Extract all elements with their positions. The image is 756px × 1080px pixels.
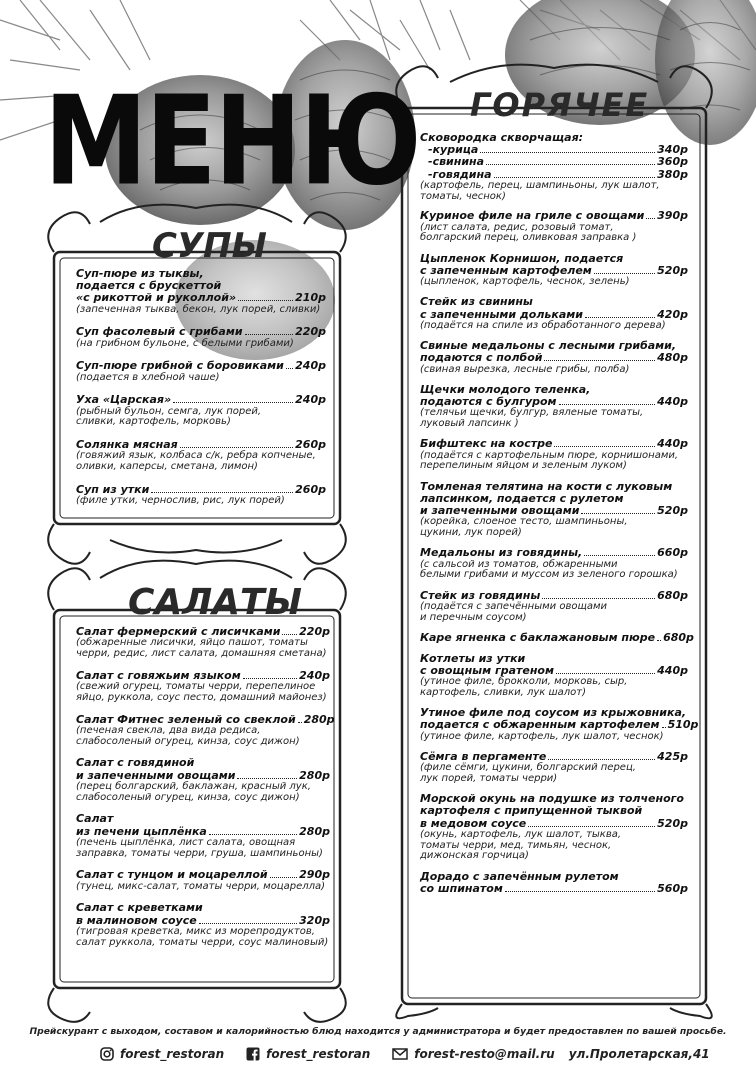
dot-leader [270, 877, 298, 878]
item-price: 210р [295, 291, 326, 305]
dot-leader [646, 218, 655, 219]
item-price: 280р [299, 768, 330, 782]
item-price: 440р [657, 437, 688, 451]
item-description: луковый лапсинк ) [420, 418, 519, 430]
item-price-line [76, 360, 326, 372]
menu-item [76, 626, 330, 660]
item-description: (телячьи щечки, булгур, вяленые томаты, [420, 407, 644, 419]
item-price: 520р [657, 816, 688, 830]
item-price-line [76, 712, 335, 726]
item-name: Уха «Царская» [76, 393, 172, 407]
item-price-line [420, 718, 699, 732]
contacts-bar [100, 1044, 710, 1064]
item-name: Суп из утки [76, 483, 150, 496]
dot-leader [584, 555, 655, 556]
dot-leader [237, 778, 297, 779]
item-variant-chicken: -курица 340р [428, 143, 688, 157]
item-price: 260р [295, 438, 326, 452]
item-price: 340р [657, 143, 688, 157]
item-name: Суп-пюре грибной с боровиками [76, 359, 284, 373]
menu-item [76, 813, 330, 859]
item-name: Суп фасолевый с грибами [76, 325, 243, 339]
item-description: цукини, лук порей) [420, 527, 522, 539]
item-price: 360р [657, 155, 688, 169]
item-name-line: Томленая телятина на кости с луковым [420, 479, 673, 493]
facebook-icon [246, 1047, 260, 1061]
item-price: 420р [657, 307, 688, 321]
menu-title: МЕНЮ [44, 68, 420, 213]
item-price-line [420, 883, 688, 895]
item-variant-beef: -говядина 380р [428, 167, 688, 181]
instagram-link[interactable]: forest_restoran [120, 1047, 225, 1061]
item-name: и запеченными овощами [76, 768, 236, 782]
item-name-line: Щечки молодого теленка, [420, 382, 591, 396]
menu-item [76, 439, 326, 473]
item-description: (утиное филе, брокколи, морковь, сыр, [420, 676, 628, 688]
menu-item [420, 793, 688, 862]
item-description: белыми грибами и муссом из зеленого горошка) [420, 569, 678, 581]
salads-title: САЛАТЫ [128, 582, 302, 623]
menu-item [76, 712, 335, 748]
dot-leader [286, 368, 293, 369]
item-name: Салат Фитнес зеленый со свеклой [76, 712, 296, 726]
item-description: (цыпленок, картофель, чеснок, зелень) [420, 276, 630, 288]
dot-leader [173, 402, 293, 403]
menu-item [420, 547, 688, 581]
item-name-line: Салат с креветками [76, 901, 203, 915]
soups-title: СУПЫ [152, 226, 267, 266]
item-price-line [420, 818, 688, 830]
item-price: 440р [657, 395, 688, 409]
menu-item [76, 670, 330, 704]
item-description: (картофель, перец, шампиньоны, лук шалот, [420, 179, 660, 191]
item-price: 520р [657, 504, 688, 518]
mail-icon [392, 1047, 408, 1061]
menu-item [420, 340, 688, 375]
item-name-line: лапсинком, подается с рулетом [420, 491, 624, 505]
item-description: (подаётся с картофельным пюре, корнишонами, [420, 449, 679, 461]
item-name-line: Цыпленок Корнишон, подается [420, 251, 624, 265]
item-description: слабосоленый огурец, кинза, соус дижон) [76, 735, 300, 747]
item-description: слабосоленый огурец, кинза, соус дижон) [76, 791, 300, 803]
menu-item [420, 653, 688, 699]
item-name-line: Салат с говядиной [76, 756, 195, 770]
item-name-line: Котлеты из утки [420, 651, 526, 665]
item-name: Медальоны из говядины, [420, 546, 583, 560]
item-price-line [76, 326, 326, 338]
item-price: 290р [299, 868, 330, 882]
item-price-line [420, 630, 694, 644]
item-name: подаются с булгуром [420, 395, 557, 409]
item-name: с овощным гратеном [420, 663, 554, 677]
item-price: 510р [667, 718, 699, 732]
item-name: Салат фермерский с лисичками [76, 625, 281, 638]
menu-item [76, 360, 326, 383]
item-price: 520р [657, 263, 688, 277]
item-description: картофель, сливки, лук шалот) [420, 686, 587, 698]
menu-item [420, 751, 688, 785]
dot-leader [585, 317, 655, 318]
item-name-line: картофеля с припущенной тыквой [420, 804, 643, 818]
item-description: (тигровая креветка, микс из морепродуктов, [76, 925, 315, 937]
dot-leader [151, 492, 293, 493]
item-description: черри, редис, лист салата, домашняя сметана) [76, 648, 327, 659]
item-description: (лист салата, редис, розовый томат, [420, 221, 614, 233]
item-description: (печень цыплёнка, лист салата, овощная [76, 836, 296, 848]
item-price: 240р [295, 393, 326, 407]
address: ул.Пролетарская,41 [568, 1047, 710, 1061]
item-description: (филе утки, чернослив, рис, лук порей) [76, 495, 285, 507]
item-description: (на грибном бульоне, с белыми грибами) [76, 337, 294, 349]
item-name: с запеченными дольками [420, 307, 583, 321]
dot-leader [243, 678, 297, 679]
item-description: сливки, картофель, морковь) [76, 416, 231, 428]
item-name-line: Дорадо с запечённым рулетом [420, 869, 619, 883]
item-name: с запеченным картофелем [420, 263, 592, 277]
menu-item [420, 630, 694, 644]
item-price-line [76, 292, 326, 304]
item-name-line: Суп-пюре из тыквы, [76, 267, 204, 280]
menu-item [420, 481, 688, 539]
item-price: 680р [657, 588, 688, 602]
dot-leader [662, 727, 666, 728]
item-price: 660р [657, 546, 688, 560]
item-price: 320р [299, 913, 330, 927]
dot-leader [657, 640, 661, 641]
menu-item [420, 438, 688, 472]
item-price-line [420, 309, 688, 321]
item-name: Солянка мясная [76, 438, 178, 452]
item-description: (говяжий язык, колбаса с/к, ребра копченые, [76, 450, 316, 462]
item-name: Каре ягненка с баклажановым пюре [420, 630, 656, 644]
item-name-line: Утиное филе под соусом из крыжовника, [420, 706, 687, 720]
item-price: 220р [299, 625, 330, 638]
menu-item [76, 268, 326, 315]
item-name: Бифштекс на костре [420, 437, 553, 451]
item-price: 480р [657, 351, 688, 365]
item-description: болгарский перец, оливковая заправка ) [420, 232, 637, 244]
item-description: томаты черри, мед, тимьян, чеснок, [420, 839, 612, 851]
item-name: Салат с говяжьим языком [76, 668, 241, 682]
menu-item [76, 869, 330, 892]
item-price-line [76, 770, 330, 782]
menu-item [76, 394, 326, 428]
menu-item [420, 296, 688, 331]
item-description: (рыбный бульон, семга, лук порей, [76, 405, 262, 417]
dot-leader [556, 673, 655, 674]
item-description: перепелиным яйцом и зеленым луком) [420, 460, 627, 472]
item-name: подается с обжаренным картофелем [420, 718, 660, 732]
item-name: подаются с полбой [420, 351, 543, 365]
email-link[interactable]: forest-resto@mail.ru [414, 1047, 555, 1061]
item-name: в медовом соусе [420, 816, 527, 830]
dot-leader [505, 891, 655, 892]
item-name-line: подается с брускеттой [76, 279, 222, 293]
item-price: 240р [299, 668, 330, 682]
dot-leader [245, 334, 294, 335]
menu-item-skillet [420, 132, 688, 202]
item-description: томаты, чеснок) [420, 190, 506, 202]
item-description: заправка, томаты черри, груша, шампиньоны) [76, 847, 323, 859]
item-name: в малиновом соусе [76, 913, 197, 927]
dot-leader [594, 273, 655, 274]
item-price: 560р [657, 881, 688, 895]
item-name: «с рикоттой и руколлой» [76, 291, 237, 305]
item-description: (запеченная тыква, бекон, лук порей, сливки) [76, 303, 321, 315]
dot-leader [180, 447, 293, 448]
facebook-link[interactable]: forest_restoran [266, 1047, 371, 1061]
item-description: (печеная свекла, два вида редиса, [76, 724, 261, 736]
menu-item [76, 902, 330, 948]
item-description: и перечным соусом) [420, 611, 527, 623]
item-description: (окунь, картофель, лук шалот, тыква, [420, 828, 622, 840]
hot-list [420, 131, 699, 904]
item-price: 680р [663, 630, 694, 644]
dot-leader [544, 360, 655, 361]
item-price-line [420, 352, 688, 364]
dot-leader [542, 598, 655, 599]
menu-item [420, 210, 688, 244]
item-price: 425р [657, 749, 688, 763]
item-price: 220р [295, 325, 326, 339]
item-variant-pork: -свинина 360р [428, 155, 688, 169]
dot-leader [554, 446, 655, 447]
item-name: и запеченными овощами [420, 504, 580, 518]
item-price-line [76, 915, 330, 927]
item-price: 280р [303, 712, 335, 726]
item-name: Сёмга в пергаменте [420, 749, 547, 763]
item-price: 280р [299, 824, 330, 838]
item-name-line: Салат [76, 812, 114, 826]
item-description: (свежий огурец, томаты черри, перепелиное [76, 681, 316, 692]
item-price: 440р [657, 663, 688, 677]
item-description: лук порей, томаты черри) [420, 772, 558, 784]
item-description: (корейка, слоеное тесто, шампиньоны, [420, 516, 628, 528]
salads-list [76, 625, 335, 958]
dot-leader [548, 759, 655, 760]
instagram-icon [100, 1047, 114, 1061]
dot-leader [581, 513, 655, 514]
menu-item [420, 590, 688, 624]
hot-title: ГОРЯЧЕЕ [470, 86, 650, 124]
item-description: (перец болгарский, баклажан, красный лук, [76, 780, 311, 792]
item-price: 390р [657, 209, 688, 223]
menu-item [420, 871, 688, 895]
item-description: (филе сёмги, цукини, болгарский перец, [420, 762, 636, 774]
item-name-line: Морской окунь на подушке из толченого [420, 792, 684, 806]
dot-leader [528, 826, 655, 827]
item-description: яйцо, руккола, соус песто, домашний майонез) [76, 691, 327, 703]
item-price-line [420, 438, 688, 450]
dot-leader [238, 300, 293, 301]
item-name-line: Стейк из свинины [420, 295, 533, 309]
item-price-line [76, 826, 330, 838]
item-name: со шпинатом [420, 881, 503, 895]
dot-leader [282, 634, 297, 635]
item-description: оливки, каперсы, сметана, лимон) [76, 461, 258, 473]
item-price-line [76, 869, 330, 881]
item-description: (подаётся на спиле из обработанного дерева) [420, 319, 666, 331]
item-price-line [420, 210, 688, 222]
soups-list [76, 268, 326, 518]
dot-leader [559, 404, 656, 405]
item-name: Стейк из говядины [420, 588, 541, 602]
menu-item [76, 326, 326, 349]
item-price: 260р [295, 483, 326, 496]
menu-item [420, 384, 688, 430]
item-description: (свиная вырезка, лесные грибы, полба) [420, 363, 630, 375]
item-description: (подаётся с запечёнными овощами [420, 600, 608, 612]
menu-item [420, 706, 699, 742]
dot-leader [199, 923, 297, 924]
menu-item [420, 253, 688, 288]
item-name: Сковородка скворчащая: [420, 131, 584, 144]
item-description: (обжаренные лисички, яйцо пашот, томаты [76, 637, 308, 649]
menu-item [76, 484, 326, 507]
menu-item [76, 757, 330, 803]
item-name: Куриное филе на гриле с овощами [420, 209, 645, 223]
item-name: Салат с тунцом и моцареллой [76, 868, 268, 882]
item-name: из печени цыплёнка [76, 824, 207, 838]
item-price-line [420, 547, 688, 559]
item-name-line: Свиные медальоны с лесными грибами, [420, 339, 677, 353]
item-price-line [76, 394, 326, 406]
item-description: (тунец, микс-салат, томаты черри, моцарелла) [76, 880, 326, 892]
item-price-line [420, 590, 688, 602]
item-description: (подается в хлебной чаше) [76, 371, 220, 383]
item-description: салат руккола, томаты черри, соус малиновый) [76, 936, 329, 948]
price-list-note: Прейскурант с выходом, составом и калорийностью блюд находится у администратора и будет предоставлен по вашей просьбе. [29, 1026, 727, 1037]
item-price: 240р [295, 359, 326, 373]
item-description: (утиное филе, картофель, лук шалот, чеснок) [420, 730, 664, 742]
item-description: дижонская горчица) [420, 850, 529, 862]
item-price: 380р [657, 167, 688, 181]
item-description: (с сальсой из томатов, обжаренными [420, 558, 618, 570]
dot-leader [209, 834, 297, 835]
dot-leader [298, 722, 302, 723]
